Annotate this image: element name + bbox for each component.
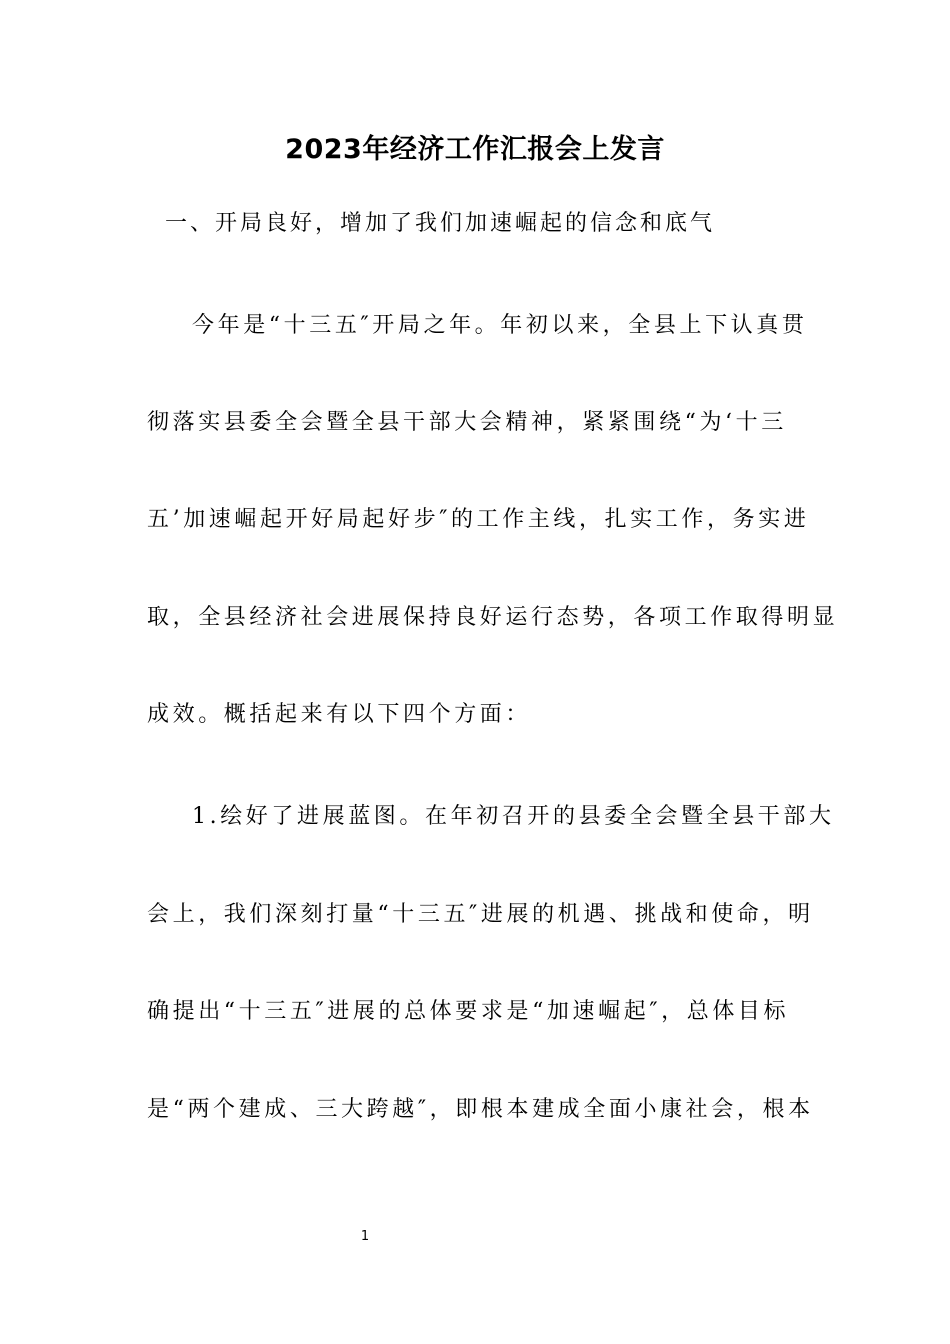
paragraph-line: 今年是“十三五″开局之年。年初以来，全县上下认真贯 xyxy=(192,313,808,338)
paragraph-line: 取，全县经济社会进展保持良好运行态势，各项工作取得明显 xyxy=(147,605,839,630)
paragraph-line: 确提出“十三五″进展的总体要求是“加速崛起″，总体目标 xyxy=(147,999,790,1024)
page-number: 1 xyxy=(360,1229,370,1244)
paragraph-line: 五’加速崛起开好局起好步″的工作主线，扎实工作，务实进 xyxy=(147,507,810,532)
paragraph-line: 成效。概括起来有以下四个方面： xyxy=(147,702,532,727)
paragraph-line: 会上，我们深刻打量“十三五″进展的机遇、挑战和使命，明 xyxy=(147,902,814,927)
paragraph-line: 彻落实县委全会暨全县干部大会精神，紧紧围绕“为‘十三 xyxy=(147,410,787,435)
document-title: 2023年经济工作汇报会上发言 xyxy=(285,134,665,165)
section-heading: 一、开局良好，增加了我们加速崛起的信念和底气 xyxy=(165,211,716,236)
paragraph-line: 是“两个建成、三大跨越″，即根本建成全面小康社会，根本 xyxy=(147,1097,814,1122)
paragraph-line: 1.绘好了进展蓝图。在年初召开的县委全会暨全县干部大 xyxy=(192,804,835,829)
